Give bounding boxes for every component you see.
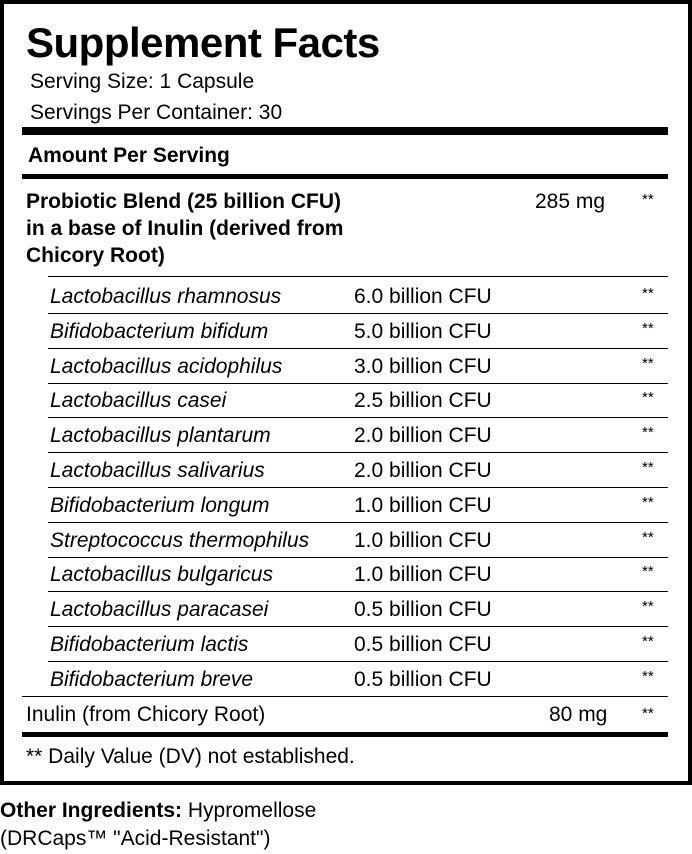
strain-cfu: 1.0 billion CFU	[354, 528, 492, 552]
strain-dv: **	[642, 667, 654, 685]
strain-cfu: 2.0 billion CFU	[354, 424, 492, 448]
strain-row	[48, 280, 668, 314]
strain-dv: **	[642, 528, 654, 546]
strain-list-divider	[22, 696, 668, 697]
strain-name: Lactobacillus paracasei	[50, 598, 269, 622]
strain-name: Bifidobacterium bifidum	[50, 319, 269, 343]
servings-per-container: Servings Per Container: 30	[30, 101, 283, 124]
strain-name: Bifidobacterium longum	[50, 493, 270, 517]
strain-dv: **	[642, 459, 654, 476]
strain-row	[48, 489, 668, 523]
strain-row	[48, 384, 668, 418]
strain-name: Streptococcus thermophilus	[50, 528, 310, 552]
thick-divider	[22, 127, 668, 135]
strain-dv: **	[642, 389, 654, 407]
inulin-name: Inulin (from Chicory Root)	[26, 703, 266, 726]
footnote-divider	[22, 732, 668, 737]
strain-row	[48, 663, 668, 697]
strain-row	[48, 454, 668, 488]
blend-dv: **	[642, 191, 654, 208]
strain-dv: **	[642, 493, 654, 511]
other-ingredients-label: Other Ingredients:	[0, 799, 183, 822]
blend-name: Probiotic Blend (25 billion CFU) in a base of Inulin (derived from Chicory Root)	[26, 190, 344, 267]
strain-row	[48, 558, 668, 592]
inulin-dv: **	[642, 705, 654, 722]
strain-name: Lactobacillus acidophilus	[50, 354, 283, 378]
strain-row	[48, 350, 668, 384]
other-ingredients	[0, 797, 400, 853]
strain-name: Lactobacillus rhamnosus	[50, 285, 282, 308]
strain-cfu: 1.0 billion CFU	[354, 563, 492, 587]
strain-dv: **	[642, 633, 654, 650]
footnote: ** Daily Value (DV) not established.	[26, 745, 355, 768]
medium-divider	[22, 174, 668, 179]
strain-cfu: 0.5 billion CFU	[354, 598, 492, 622]
strain-name: Lactobacillus plantarum	[50, 424, 271, 448]
amount-per-serving-heading: Amount Per Serving	[28, 144, 230, 167]
strain-cfu: 0.5 billion CFU	[354, 667, 492, 691]
strain-cfu: 3.0 billion CFU	[354, 354, 492, 378]
serving-size: Serving Size: 1 Capsule	[30, 70, 255, 93]
strain-cfu: 0.5 billion CFU	[354, 633, 492, 656]
strain-name: Lactobacillus bulgaricus	[50, 563, 273, 587]
strain-row	[48, 524, 668, 558]
strain-row	[48, 315, 668, 349]
strain-dv: **	[642, 424, 654, 442]
label-title: Supplement Facts	[26, 19, 380, 66]
strain-name: Bifidobacterium lactis	[50, 633, 249, 656]
blend-amount: 285 mg	[535, 190, 606, 213]
strain-dv: **	[642, 354, 654, 372]
strain-cfu: 5.0 billion CFU	[354, 319, 492, 343]
strain-row	[48, 628, 668, 662]
strain-cfu: 2.0 billion CFU	[354, 459, 492, 482]
inulin-amount: 80 mg	[549, 703, 608, 726]
strain-cfu: 6.0 billion CFU	[354, 285, 492, 308]
strain-row	[48, 593, 668, 627]
strain-cfu: 2.5 billion CFU	[354, 389, 492, 413]
strain-dv: **	[642, 319, 654, 337]
strain-cfu: 1.0 billion CFU	[354, 493, 492, 517]
strain-dv: **	[642, 598, 654, 616]
other-ingredients-text: Hypromellose (DRCaps™ "Acid-Resistant")	[0, 799, 317, 850]
strain-dv: **	[642, 285, 654, 302]
strain-row	[48, 419, 668, 453]
strain-name: Lactobacillus salivarius	[50, 459, 265, 482]
strain-name: Lactobacillus casei	[50, 389, 227, 413]
blend-divider	[48, 276, 668, 277]
strain-dv: **	[642, 563, 654, 581]
strain-name: Bifidobacterium breve	[50, 667, 254, 691]
